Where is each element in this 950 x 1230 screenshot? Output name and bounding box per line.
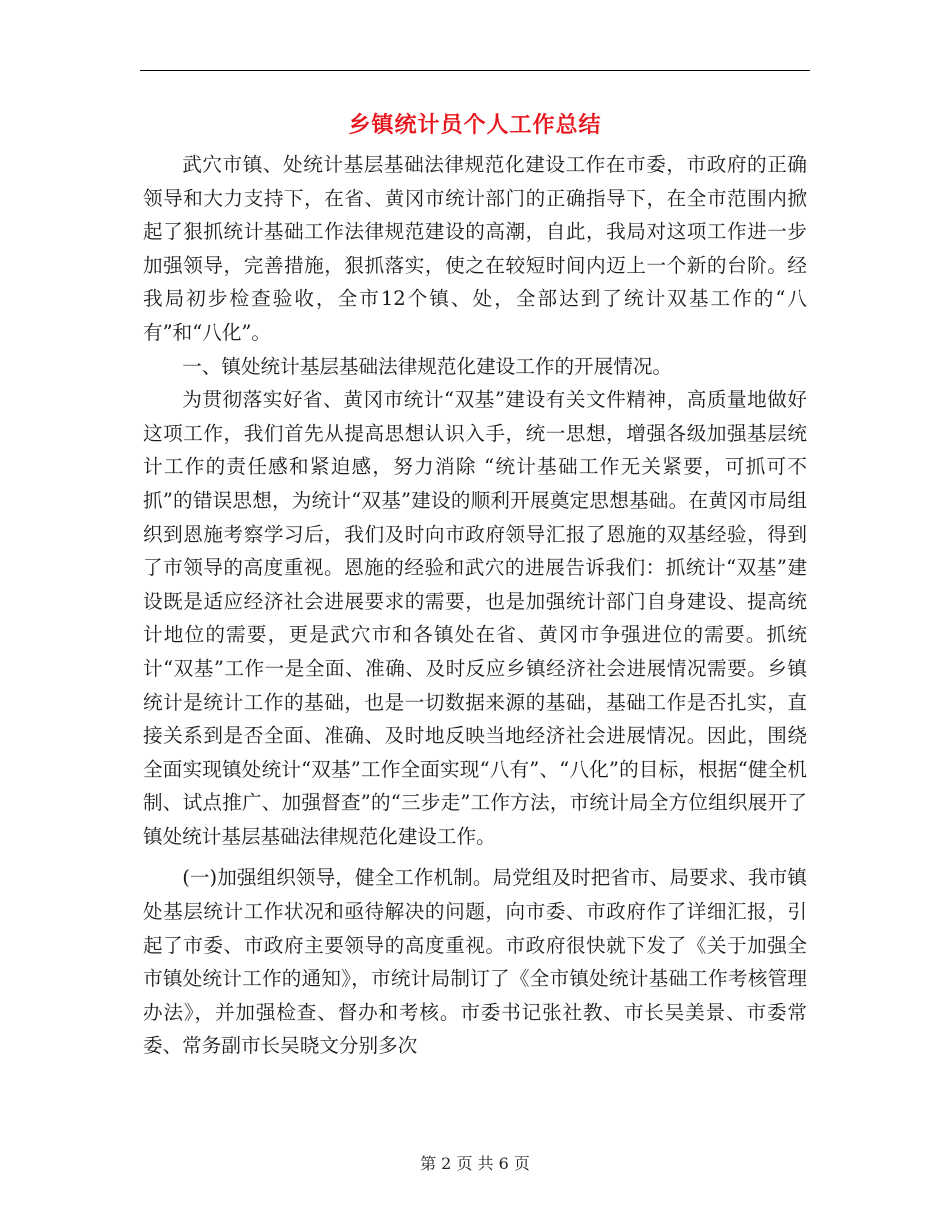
paragraph-organization: (一)加强组织领导，健全工作机制。局党组及时把省市、局要求、我市镇处基层统计工作状况和亟待解决的问题，向市委、市政府作了详细汇报，引起了市委、市政府主要领导的高度重视。市政府很快就下发了《关于加强全市镇处统计工作的通知》，市统计局制订了《全市镇处统计基础工作考核管理办法》，并加强检查、督办和考核。市委书记张社教、市长吴美景、市委常委、常务副市长吴晓文分别多次 xyxy=(143,866,807,1058)
document-title: 乡镇统计员个人工作总结 xyxy=(348,112,602,138)
header-rule xyxy=(140,70,810,71)
document-body xyxy=(143,148,807,1063)
page-number-footer: 第 2 页 共 6 页 xyxy=(420,1154,530,1173)
paragraph-background: 为贯彻落实好省、黄冈市统计“双基”建设有关文件精神，高质量地做好这项工作，我们首先从提高思想认识入手，统一思想，增强各级加强基层统计工作的责任感和紧迫感，努力消除 “统计基础工作无关紧要，可抓可不抓”的错误思想，为统计“双基”建设的顺利开展奠定思想基础。在黄冈市局组织到恩施考察学习后，我们及时向市政府领导汇报了恩施的双基经验，得到了市领导的高度重视。恩施的经验和武穴的进展告诉我们：抓统计“双基”建设既是适应经济社会进展要求的需要，也是加强统计部门自身建设、提高统计地位的需要，更是武穴市和各镇处在省、黄冈市争强进位的需要。抓统计“双基”工作一是全面、准确、及时反应乡镇经济社会进展情况需要。乡镇统计是统计工作的基础，也是一切数据来源的基础，基础工作是否扎实，直接关系到是否全面、准确、及时地反映当地经济社会进展情况。因此，围绕全面实现镇处统计“双基”工作全面实现“八有”、“八化”的目标，根据“健全机制、试点推广、加强督查”的“三步走”工作方法，市统计局全方位组织展开了镇处统计基层基础法律规范化建设工作。 xyxy=(143,388,807,848)
section-heading: 一、镇处统计基层基础法律规范化建设工作的开展情况。 xyxy=(182,354,673,378)
paragraph-intro: 武穴市镇、处统计基层基础法律规范化建设工作在市委，市政府的正确领导和大力支持下，在省、黄冈市统计部门的正确指导下，在全市范围内掀起了狠抓统计基础工作法律规范建设的高潮，自此，我局对这项工作进一步加强领导，完善措施，狠抓落实，使之在较短时间内迈上一个新的台阶。经我局初步检查验收，全市12个镇、处，全部达到了统计双基工作的“八有”和“八化”。 xyxy=(143,153,807,344)
